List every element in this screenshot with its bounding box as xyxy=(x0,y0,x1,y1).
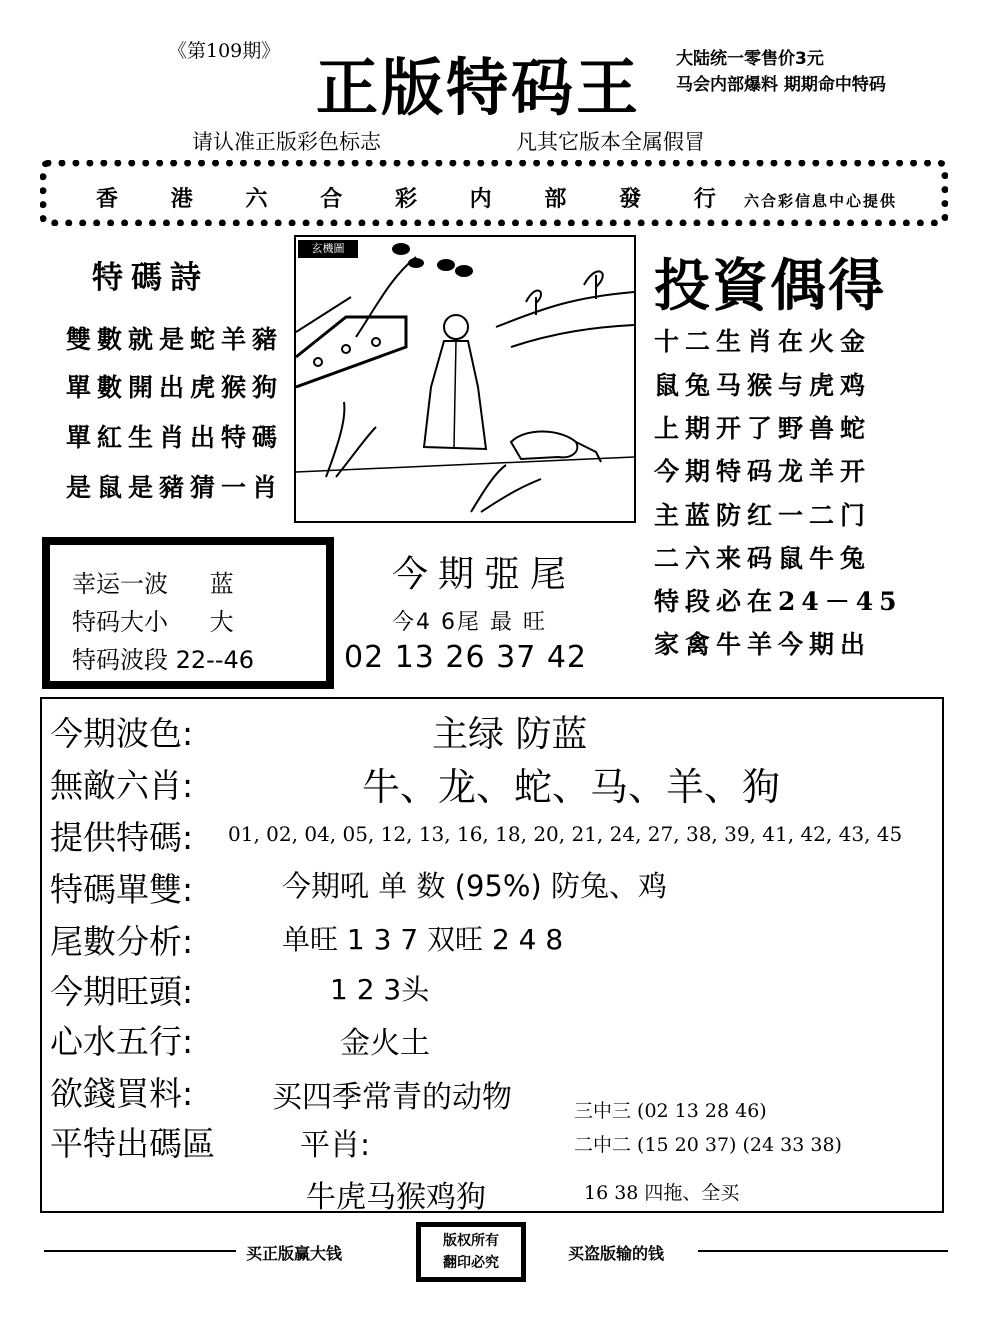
banner-char: 彩 xyxy=(394,186,417,212)
scholar-dog-illustration xyxy=(296,237,634,521)
banner-text xyxy=(96,182,716,213)
buy-label: 欲錢買料: xyxy=(50,1074,194,1113)
invest-line: 特段必在24－45 xyxy=(654,587,903,616)
stamp-line-1: 版权所有 xyxy=(443,1233,499,1249)
notice-left: 请认准正版彩色标志 xyxy=(192,130,381,154)
six-zodiac-label: 無敵六肖: xyxy=(50,766,194,805)
invest-line: 上期开了野兽蛇 xyxy=(654,414,872,443)
six-zodiac-value: 牛、龙、蛇、马、羊、狗 xyxy=(362,765,781,809)
footer-rule-right xyxy=(698,1250,948,1252)
tail-numbers: 02 13 26 37 42 xyxy=(344,640,588,675)
luck-wave-label: 幸运一波 xyxy=(72,570,168,598)
wave-color-value: 主绿 防蓝 xyxy=(432,714,588,755)
odd-even-label: 特碼單雙: xyxy=(50,870,194,909)
price-info xyxy=(676,46,886,98)
banner-char: 行 xyxy=(693,186,716,212)
luck-wave-row xyxy=(72,564,234,599)
two-in-two: 二中二 (15 20 37) (24 33 38) xyxy=(574,1134,842,1156)
five-elements-label: 心水五行: xyxy=(50,1022,194,1061)
poem-line: 是鼠是豬猜一肖 xyxy=(66,473,284,502)
footer-right-text: 买盗版输的钱 xyxy=(568,1244,665,1263)
stamp-line-2: 翻印必究 xyxy=(443,1255,499,1271)
flat-zone-label: 平特出碼區 xyxy=(50,1124,215,1163)
luck-wave-value: 蓝 xyxy=(209,570,234,598)
invest-line: 家禽牛羊今期出 xyxy=(654,630,872,659)
codes-value: 01, 02, 04, 05, 12, 13, 16, 18, 20, 21, 24, 27, 38, 39, 41, 42, 43, 45 xyxy=(228,822,903,846)
invest-line: 二六来码鼠牛兔 xyxy=(654,544,872,573)
buy-value: 买四季常青的动物 xyxy=(272,1080,512,1115)
codes-label: 提供特碼: xyxy=(50,818,194,857)
luck-range-label: 特码波段 xyxy=(72,646,168,674)
picture-tag: 玄機圖 xyxy=(298,240,358,258)
footer-rule-left xyxy=(44,1250,236,1252)
invest-line: 主蓝防红一二门 xyxy=(654,501,872,530)
luck-range-row xyxy=(72,640,254,675)
tail-analysis-label: 尾數分析: xyxy=(50,922,194,961)
flat-zodiac-label: 平肖: xyxy=(300,1128,371,1163)
banner-char: 六 xyxy=(245,186,268,212)
tail-title: 今期弫尾 xyxy=(392,554,577,595)
banner-provider: 六合彩信息中心提供 xyxy=(744,192,898,210)
banner-char: 合 xyxy=(320,186,343,212)
luck-size-value: 大 xyxy=(209,608,234,636)
notice-right: 凡其它版本全属假冒 xyxy=(516,130,705,154)
banner-char: 發 xyxy=(619,186,642,212)
poem-line: 雙數就是蛇羊豬 xyxy=(66,325,284,354)
banner-char: 港 xyxy=(170,186,193,212)
flat-zodiac-value: 牛虎马猴鸡狗 xyxy=(306,1180,486,1215)
tail-analysis-value: 单旺 1 3 7 双旺 2 4 8 xyxy=(282,923,564,956)
invest-line: 十二生肖在火金 xyxy=(654,327,872,356)
luck-range-value: 22--46 xyxy=(175,646,255,674)
poem-line: 單紅生肖出特碼 xyxy=(66,423,284,452)
head-label: 今期旺頭: xyxy=(50,972,194,1011)
banner-char: 内 xyxy=(469,186,492,212)
three-in-three: 三中三 (02 13 28 46) xyxy=(574,1100,767,1122)
banner-char: 香 xyxy=(96,186,119,212)
head-value: 1 2 3头 xyxy=(330,973,430,1006)
tail-subtitle: 今4 6尾 最 旺 xyxy=(392,610,547,635)
poem-line: 單數開出虎猴狗 xyxy=(66,373,284,402)
luck-size-row xyxy=(72,602,234,637)
riddle-picture xyxy=(294,235,636,523)
invest-line: 今期特码龙羊开 xyxy=(654,457,872,486)
four-drag: 16 38 四拖、全买 xyxy=(584,1182,740,1204)
banner-char: 部 xyxy=(544,186,567,212)
invest-title: 投資偶得 xyxy=(654,254,886,319)
wave-color-label: 今期波色: xyxy=(50,714,194,753)
odd-even-value: 今期吼 单 数 (95%) 防兔、鸡 xyxy=(282,869,667,903)
footer-left-text: 买正版赢大钱 xyxy=(246,1244,343,1263)
five-elements-value: 金火土 xyxy=(340,1026,430,1061)
copyright-stamp xyxy=(416,1222,526,1282)
invest-line: 鼠兔马猴与虎鸡 xyxy=(654,371,872,400)
page-title: 正版特码王 xyxy=(316,51,642,124)
luck-size-label: 特码大小 xyxy=(72,608,168,636)
price-line-2: 马会内部爆料 期期命中特码 xyxy=(676,75,886,95)
poem-title: 特碼詩 xyxy=(92,260,209,296)
issue-number: 《第109期》 xyxy=(168,40,281,62)
price-line-1: 大陆统一零售价3元 xyxy=(676,49,824,69)
